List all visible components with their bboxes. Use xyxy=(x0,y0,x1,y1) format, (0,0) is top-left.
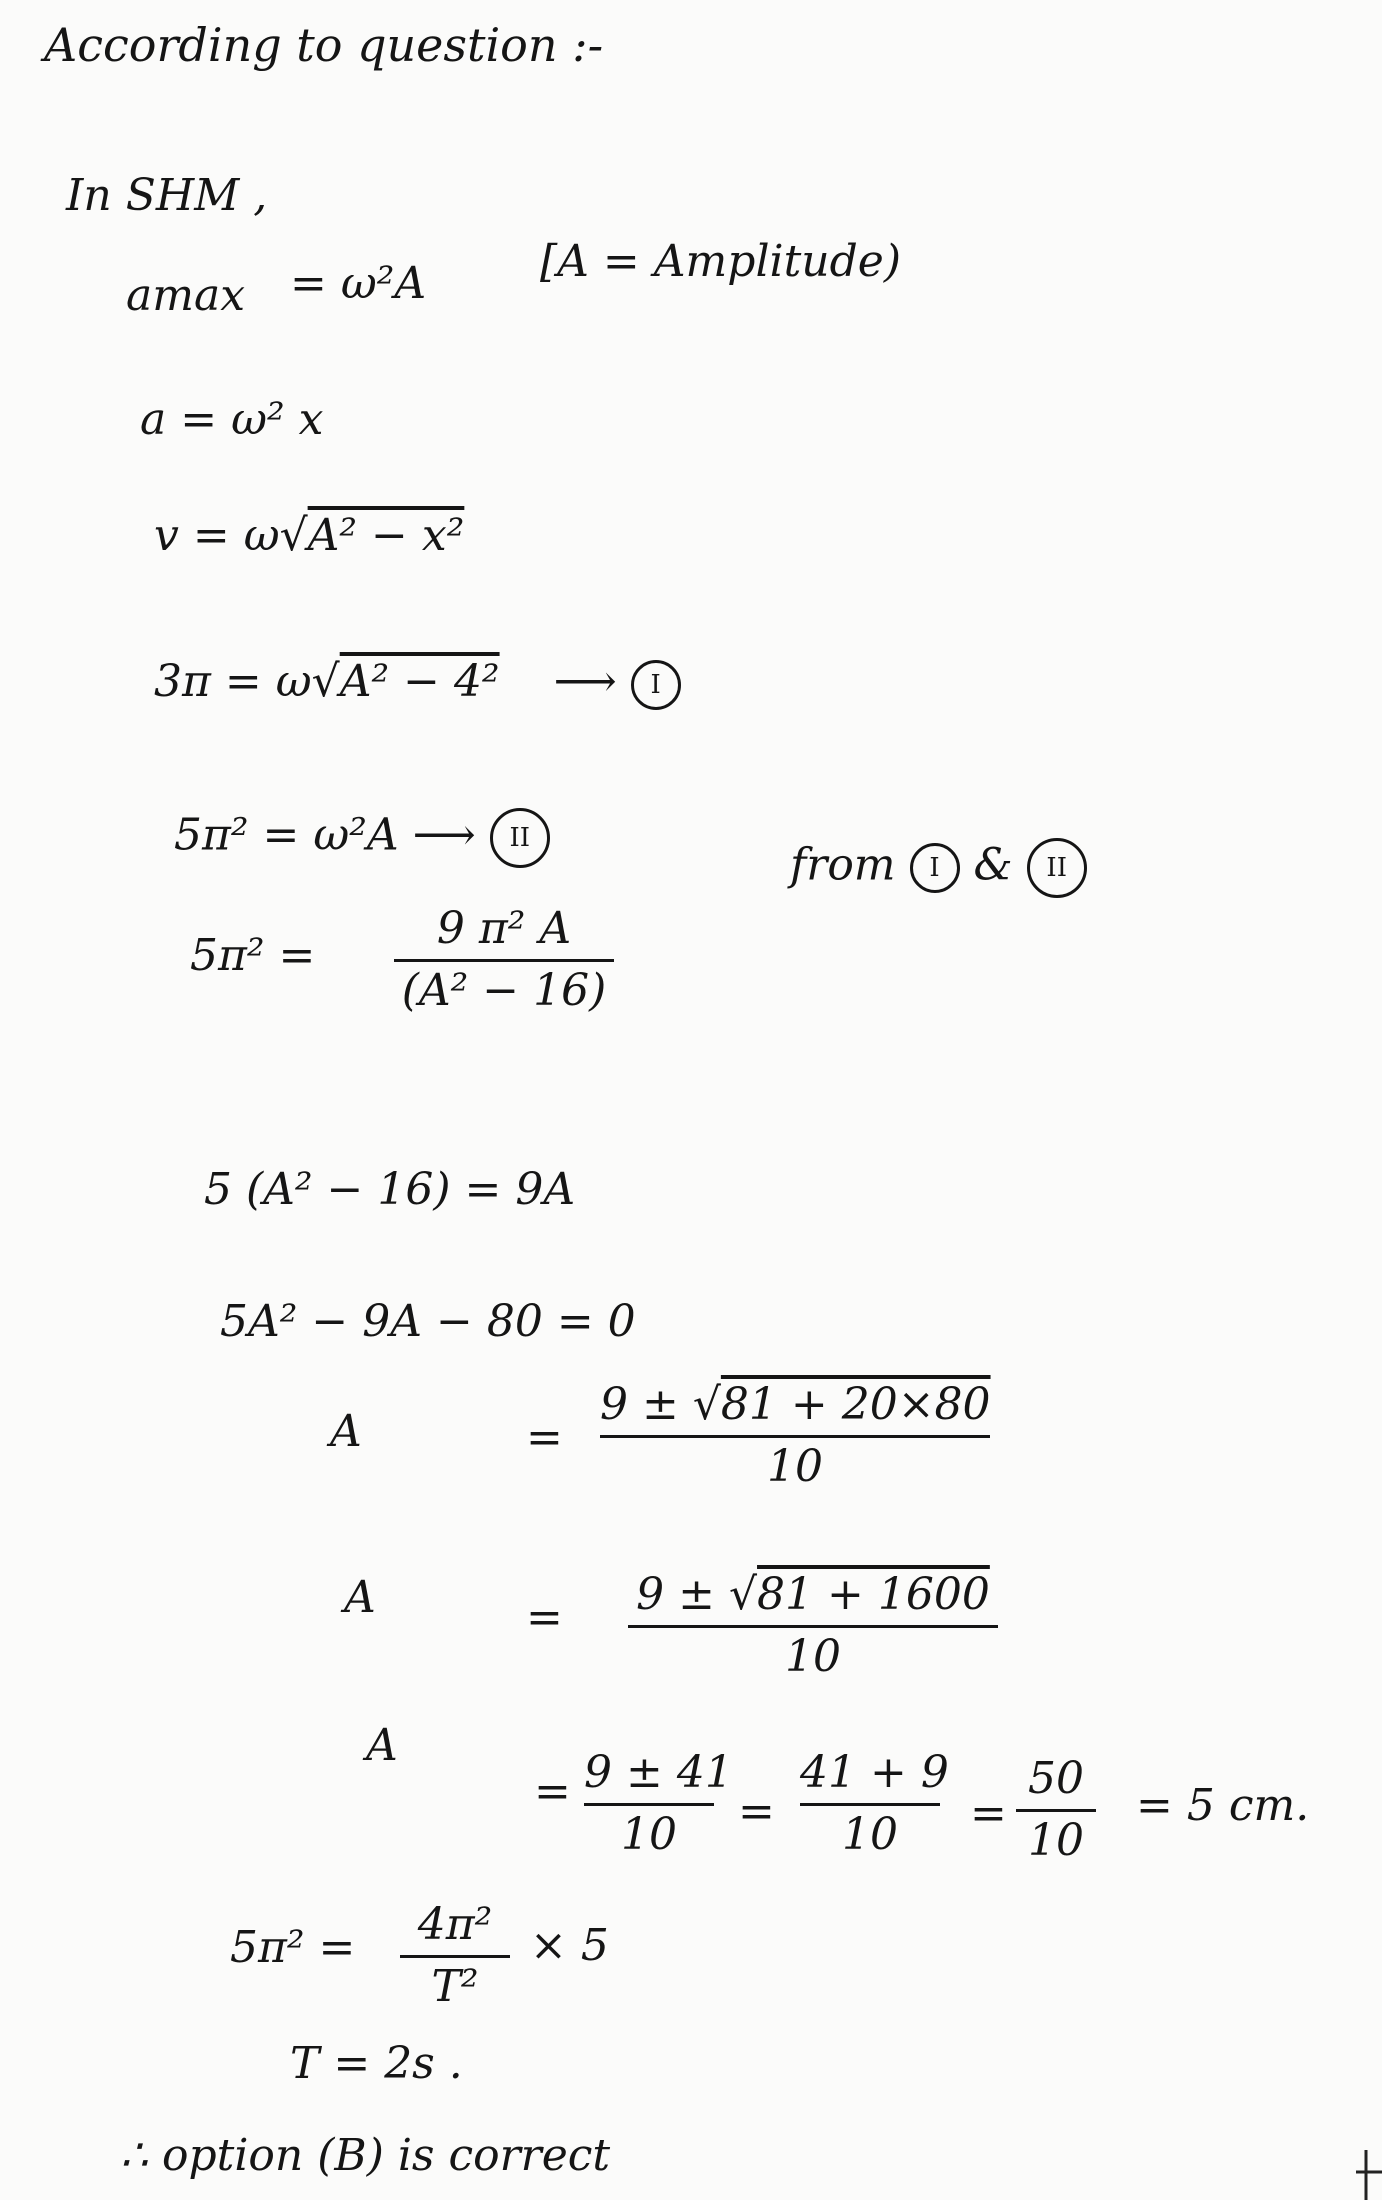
sqrt-icon: √ xyxy=(279,510,308,561)
a2-radicand: 81 + 1600 xyxy=(757,1569,990,1620)
a3-equals: = xyxy=(534,1766,571,1817)
period-multiplier: × 5 xyxy=(530,1920,609,1971)
a2-denominator: 10 xyxy=(785,1630,841,1682)
equation-two-lhs: 5π² = ω²A ⟶ xyxy=(174,809,476,861)
cross-multiplication: 5 (A² − 16) = 9A xyxy=(204,1164,576,1215)
period-numerator: 4π² xyxy=(417,1899,493,1950)
equation-tag-one: I xyxy=(631,660,681,710)
a1-equals: = xyxy=(526,1412,563,1463)
from-text: from xyxy=(790,839,896,891)
in-shm-line: In SHM , xyxy=(66,170,268,221)
amax-equation: = ω²A xyxy=(290,258,427,309)
a3-fraction-two-denominator: 10 xyxy=(842,1808,898,1860)
substitution-numerator: 9 π² A xyxy=(436,903,572,954)
a3-equals-two: = xyxy=(738,1786,775,1837)
a1-lhs: A xyxy=(330,1406,362,1457)
velocity-radicand: A² − x² xyxy=(307,510,465,561)
a3-lhs: A xyxy=(366,1720,398,1771)
a1-denominator: 10 xyxy=(767,1440,823,1492)
arrow-icon: ⟶ xyxy=(553,656,617,707)
substitution-lhs: 5π² = xyxy=(190,930,316,981)
heading: According to question :- xyxy=(44,18,604,72)
amplitude-result: = 5 cm. xyxy=(1136,1780,1310,1831)
from-tag-one: I xyxy=(910,843,960,893)
period-equation-lhs: 5π² = xyxy=(230,1922,356,1973)
amplitude-note: [A = Amplitude) xyxy=(540,236,901,287)
from-tag-two: II xyxy=(1027,838,1087,898)
equation-one-lhs: 3π = ω xyxy=(154,656,312,707)
amax-lhs: amax xyxy=(126,270,246,321)
period-denominator: T² xyxy=(431,1960,479,2012)
velocity-lhs: v = ω xyxy=(154,510,280,561)
acceleration-equation: a = ω² x xyxy=(140,394,324,445)
substitution-denominator: (A² − 16) xyxy=(401,964,607,1016)
conclusion: ∴ option (B) is correct xyxy=(120,2130,611,2181)
a3-fraction-two-numerator: 41 + 9 xyxy=(800,1747,949,1798)
a3-fraction-three-numerator: 50 xyxy=(1028,1753,1084,1804)
a2-equals: = xyxy=(526,1592,563,1643)
a3-fraction-one-numerator: 9 ± 41 xyxy=(584,1747,733,1798)
a3-fraction-three-denominator: 10 xyxy=(1028,1814,1084,1866)
sqrt-icon: √ xyxy=(311,656,340,707)
a2-numerator-prefix: 9 ± √ xyxy=(636,1569,758,1620)
a1-radicand: 81 + 20×80 xyxy=(720,1379,991,1430)
a2-lhs: A xyxy=(344,1572,376,1623)
a1-numerator-prefix: 9 ± √ xyxy=(600,1379,721,1430)
quadratic-equation: 5A² − 9A − 80 = 0 xyxy=(220,1296,636,1347)
a3-fraction-one-denominator: 10 xyxy=(621,1808,677,1860)
ampersand: & xyxy=(973,839,1013,891)
period-result: T = 2s . xyxy=(290,2038,463,2089)
equation-one-radicand: A² − 4² xyxy=(339,656,500,707)
equation-tag-two: II xyxy=(490,808,550,868)
a3-equals-three: = xyxy=(970,1788,1007,1839)
